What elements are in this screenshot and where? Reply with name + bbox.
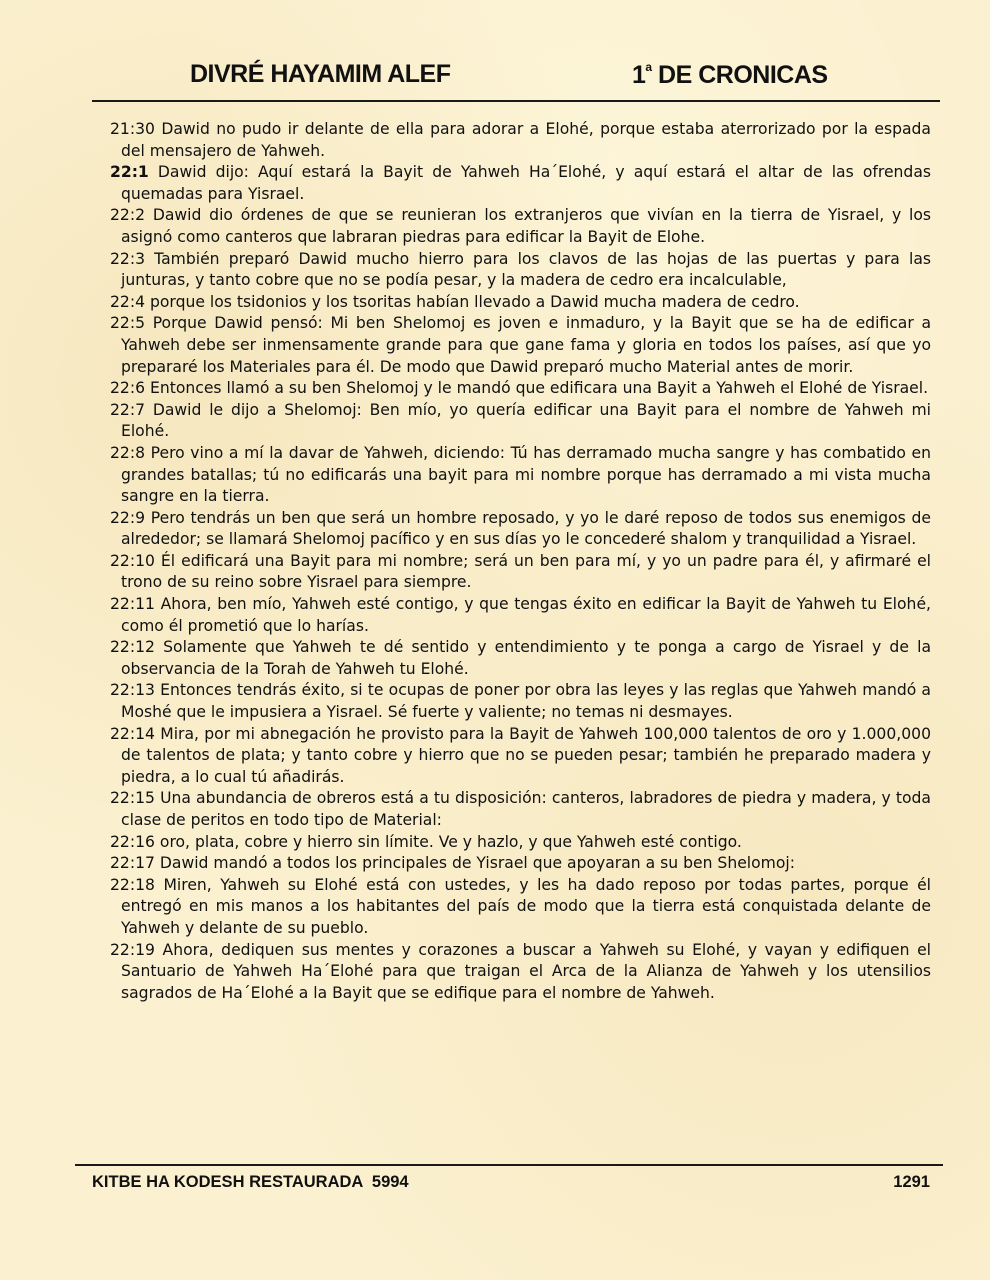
verse-number: 22:18 bbox=[110, 875, 155, 894]
verse-number: 22:9 bbox=[110, 508, 146, 527]
verse bbox=[110, 832, 931, 854]
verse-text: Él edificará una Bayit para mi nombre; será un ben para mí, y yo un padre para él, y afirmaré el trono de su reino sobre Yisrael para siempre. bbox=[121, 551, 931, 592]
verse bbox=[110, 292, 931, 314]
verse bbox=[110, 162, 931, 205]
verse bbox=[110, 400, 931, 443]
verse-text: También preparó Dawid mucho hierro para los clavos de las hojas de las puertas y para las junturas, y tanto cobre que no se podía pesar, y la madera de cedro era incalculable, bbox=[121, 249, 931, 290]
verse bbox=[110, 119, 931, 162]
verse-number: 22:2 bbox=[110, 206, 146, 225]
verse-text: porque los tsidonios y los tsoritas habían llevado a Dawid mucha madera de cedro. bbox=[145, 292, 800, 311]
verse-number: 22:8 bbox=[110, 443, 146, 462]
verse-number: 22:12 bbox=[110, 638, 155, 657]
verse bbox=[110, 788, 931, 831]
verse-text: Dawid dio órdenes de que se reunieran los extranjeros que vivían en la tierra de Yisrael, y los asignó como canteros que labraran piedras para edificar la Bayit de Elohe. bbox=[121, 206, 931, 246]
verse-text: Una abundancia de obreros está a tu disposición: canteros, labradores de piedra y madera, y toda clase de peritos en todo tipo de Material: bbox=[121, 789, 931, 829]
verse-text: Mira, por mi abnegación he provisto para la Bayit de Yahweh 100,000 talentos de oro y 1.000,000 de talentos de plata; y tanto cobre y hierro que no se pueden pesar; también he preparado madera y piedra, a lo cual tú añadirás. bbox=[121, 724, 931, 786]
verse-number: 22:3 bbox=[110, 249, 146, 268]
footer-publication: KITBE HA KODESH RESTAURADA 5994 bbox=[92, 1173, 409, 1191]
verse-number: 22:15 bbox=[110, 789, 155, 808]
verse-text: Solamente que Yahweh te dé sentido y entendimiento y te ponga a cargo de Yisrael y de la observancia de la Torah de Yahweh tu Elohé. bbox=[121, 638, 931, 678]
book-title-ordinal: a bbox=[645, 60, 652, 74]
verse bbox=[110, 205, 931, 248]
page-footer bbox=[75, 1164, 943, 1191]
verse-text: Pero tendrás un ben que será un hombre reposado, y yo le daré reposo de todos sus enemigos de alrededor; se llamará Shelomoj pacífico y en sus días yo le concederé shalom y tranquilidad a Yisrael. bbox=[121, 508, 931, 549]
verse-number: 22:5 bbox=[110, 314, 146, 333]
verse-text: Dawid no pudo ir delante de ella para adorar a Elohé, porque estaba aterrorizado por la espada del mensajero de Yahweh. bbox=[121, 120, 931, 160]
verse bbox=[110, 378, 931, 400]
verse bbox=[110, 443, 931, 508]
book-title-number: 1 bbox=[632, 61, 646, 89]
verse bbox=[110, 637, 931, 680]
verse-number: 21:30 bbox=[110, 120, 155, 138]
verse bbox=[110, 724, 931, 789]
verse bbox=[110, 680, 931, 723]
verse-number: 22:17 bbox=[110, 854, 155, 873]
verse-number: 22:7 bbox=[110, 400, 146, 419]
verse-text: Dawid dijo: Aquí estará la Bayit de Yahweh Ha´Elohé, y aquí estará el altar de las ofrendas quemadas para Yisrael. bbox=[121, 163, 931, 203]
verse-text: Entonces tendrás éxito, si te ocupas de poner por obra las leyes y las reglas que Yahweh mandó a Moshé que le impusiera a Yisrael. Sé fuerte y valiente; no temas ni desmayes. bbox=[121, 681, 931, 722]
verse-number: 22:14 bbox=[110, 724, 155, 743]
verse-text: oro, plata, cobre y hierro sin límite. Ve y hazlo, y que Yahweh esté contigo. bbox=[154, 832, 742, 851]
page-number: 1291 bbox=[893, 1173, 930, 1191]
verse-list bbox=[110, 119, 931, 1004]
verse-text: Entonces llamó a su ben Shelomoj y le mandó que edificara una Bayit a Yahweh el Elohé de Yisrael. bbox=[145, 379, 929, 398]
verse-number: 22:1 bbox=[110, 163, 149, 182]
verse-number: 22:16 bbox=[110, 832, 155, 851]
verse-text: Porque Dawid pensó: Mi ben Shelomoj es joven e inmaduro, y la Bayit que se ha de edificar a Yahweh debe ser inmensamente grande para que gane fama y gloria en todos los países, así que yo prepararé los Materiales para él. De modo que Dawid preparó mucho Material antes de morir. bbox=[121, 314, 931, 376]
verse bbox=[110, 508, 931, 551]
verse-number: 22:6 bbox=[110, 379, 146, 398]
verse-number: 22:10 bbox=[110, 551, 155, 570]
verse bbox=[110, 249, 931, 292]
verse bbox=[110, 940, 931, 1005]
verse-number: 22:4 bbox=[110, 292, 146, 311]
book-title-hebrew: DIVRÉ HAYAMIM ALEF bbox=[190, 60, 451, 88]
verse-text: Ahora, dediquen sus mentes y corazones a buscar a Yahweh su Elohé, y vayan y edifiquen el Santuario de Yahweh Ha´Elohé para que traigan el Arca de la Alianza de Yahweh y los utensilios sagrados de Ha´Elohé a la Bayit que se edifique para el nombre de Yahweh. bbox=[121, 940, 931, 1002]
verse bbox=[110, 853, 931, 875]
verse bbox=[110, 875, 931, 940]
verse-text: Pero vino a mí la davar de Yahweh, diciendo: Tú has derramado mucha sangre y has combatido en grandes batallas; tú no edificarás una bayit para mi nombre porque has derramado a mi vista mucha sangre en la tierra. bbox=[121, 443, 931, 506]
page-header bbox=[92, 58, 940, 102]
verse-text: Miren, Yahweh su Elohé está con ustedes, y les ha dado reposo por todas partes, porque él entregó en mis manos a los habitantes del país de modo que la tierra está conquistada delante de Yahweh y delante de su pueblo. bbox=[121, 875, 931, 937]
verse-text: Ahora, ben mío, Yahweh esté contigo, y que tengas éxito en edificar la Bayit de Yahweh tu Elohé, como él prometió que lo harías. bbox=[121, 595, 931, 635]
verse-number: 22:19 bbox=[110, 940, 155, 959]
verse-text: Dawid le dijo a Shelomoj: Ben mío, yo quería edificar una Bayit para el nombre de Yahweh mi Elohé. bbox=[121, 400, 931, 441]
verse bbox=[110, 313, 931, 378]
verse-text: Dawid mandó a todos los principales de Yisrael que apoyaran a su ben Shelomoj: bbox=[154, 854, 795, 873]
verse-number: 22:13 bbox=[110, 681, 155, 700]
verse bbox=[110, 551, 931, 594]
verse bbox=[110, 594, 931, 637]
verse-number: 22:11 bbox=[110, 595, 155, 614]
book-title-text: DE CRONICAS bbox=[651, 61, 828, 89]
book-title-spanish bbox=[632, 60, 828, 90]
